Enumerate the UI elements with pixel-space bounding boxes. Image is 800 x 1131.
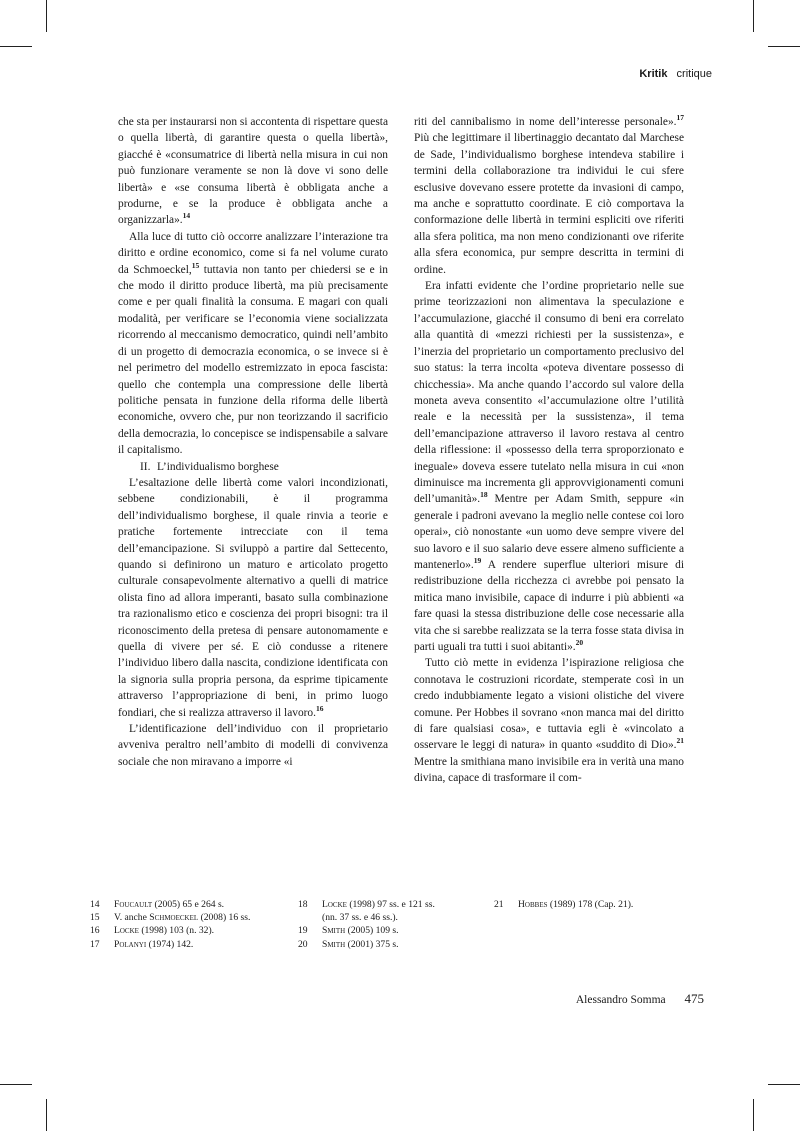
crop-mark xyxy=(768,46,800,47)
paragraph: L’identificazione dell’individuo con il proprietario avveniva peraltro nell’ambito di modelli di convivenza sociale che non miravano a imporre «i xyxy=(118,723,388,768)
left-column xyxy=(118,114,388,770)
crop-mark xyxy=(753,1099,754,1131)
footnote-ref[interactable]: 20 xyxy=(575,638,584,648)
crop-mark xyxy=(46,1099,47,1131)
footnote: 21 Hobbes (1989) 178 (Cap. 21). xyxy=(494,899,634,910)
paragraph: Era infatti evidente che l’ordine proprietario nelle sue prime teorizzazioni non alimentava la speculazione e l’accumulazione, giacché il consumo di beni era correlato alla quantità di «mezzi richiesti per la sussistenza», e l’inerzia del proprietario un comportamento preclusivo del suo status: la terra incolta «poteva diventare possesso di chicchessia». Ma anche quando l’accordo sul valore della moneta aveva consentito «l’accumulazione oltre l’utilità reale e la necessità per la sussistenza», il tema dell’emancipazione attraverso il lavoro restava al centro della riflessione: il «possesso della terra sproporzionato e ineguale» doveva essere tutelato nella misura in cui «non diminuisce ma incrementa gli approvvigionamenti comuni dell’umanità».$^{18}$ Mentre per Adam Smith, seppure «in generale i padroni avevano la meglio nelle contese coi loro operai», ciò nonostante «un uomo deve sempre vivere del suo lavoro e il suo salario deve essere almeno sufficiente a mantenerlo».$^{19}$ A rendere superflue ulteriori misure di redistribuzione della ricchezza ci avrebbe poi pensato la mitica mano invisibile, capace di indurre i più abbienti «a fare quasi la stessa distribuzione delle cose necessarie alla vita che si sarebbe realizzata se la terra fosse stata divisa in parti uguali tra tutti i suoi abitanti».$^{20}$ xyxy=(414,280,684,653)
paragraph: Tutto ciò mette in evidenza l’ispirazione religiosa che connotava le costruzioni ricordate, stemperate così in un credo indubbiamente legato a visioni olistiche del vivere comune. Per Hobbes il sovrano «non manca mai del diritto di fare qualsiasi cosa», e tuttavia egli è «vincolato a osservare le leggi di natura» in quanto «suddito di Dio».$^{21}$ Mentre la smithiana mano invisibile era in verità una mano divina, capace di trasformare il com- xyxy=(414,657,684,785)
footnote-column xyxy=(298,898,435,951)
footnote: 19 Smith (2005) 109 s. xyxy=(298,925,399,937)
footnote-column xyxy=(494,898,633,911)
footnote-column xyxy=(90,898,250,951)
footnote: 17 Polanyi (1974) 142. xyxy=(90,938,194,950)
footnote-ref[interactable]: 16 xyxy=(315,703,324,713)
footnote-ref[interactable]: 21 xyxy=(676,736,684,746)
crop-mark xyxy=(753,0,754,32)
page-number: 475 xyxy=(684,991,704,1006)
footnote-ref[interactable]: 15 xyxy=(191,260,200,270)
crop-mark xyxy=(46,0,47,32)
section-heading xyxy=(118,459,388,475)
footnote-continuation: (nn. 37 ss. e 46 ss.). xyxy=(322,912,398,924)
header-section: Kritik xyxy=(639,68,668,80)
footnote: 16 Locke (1998) 103 (n. 32). xyxy=(90,925,215,937)
right-column xyxy=(414,114,684,787)
footnote: 20 Smith (2001) 375 s. xyxy=(298,938,399,950)
paragraph: riti del cannibalismo in nome dell’interesse personale».$^{17}$ Più che legittimare il libertinaggio decantato dal Marchese de Sade, l’individualismo borghese intendeva stabilire i termini della collaborazione tra individui le cui sfere esclusive dovevano essere protette da invasioni di campo, ma anche e soprattutto coordinate. E ciò comportava la conformazione delle libertà in termini espliciti ove riferiti alla sfera politica, ma non meno condizionanti ove riferite alla sfera economica, pur sempre descritta in termini di ordine. xyxy=(414,113,684,276)
header-subsection: critique xyxy=(676,68,712,80)
running-header xyxy=(639,68,712,80)
footer-author: Alessandro Somma xyxy=(575,994,666,1006)
paragraph: L’esaltazione delle libertà come valori incondizionati, sebbene condizionabili, è il programma dell’individualismo borghese, il quale rinvia a teorie e pratiche fortemente intrecciate con il tema dell’emancipazione. Si sviluppò a partire dal Settecento, quando si definirono un maturo e articolato progetto culturale consapevolmente alternativo a quelli di matrice olista fino ad allora imperanti, basato sulla combinazione tra razionalismo etico e coscienza dei propri bisogni: tra il riconoscimento della pretesa di pensare autonomamente e quella di vivere per sé. E ciò condusse a ritenere l’individuo libero dalla nascita, condizione identificata con la signoria sulla propria persona, da esprime tipicamente attraverso l’appropriazione di beni, in primo luogo fondiari, che si realizza attraverso il lavoro.$^{16}$ xyxy=(118,476,388,719)
page-footer xyxy=(576,991,704,1007)
paragraph: Alla luce di tutto ciò occorre analizzare l’interazione tra diritto e ordine economico, come si fa nel volume curato da Schmoeckel,$^{15}$ tuttavia non tanto per chiedersi se e in che modo il diritto produce libertà, ma più precisamente come e per quali finalità la consuma. E magari con quali modalità, per verificare se l’economia viene socializzata ricorrendo al meccanismo democratico, quindi nell’ambito di un progetto di democrazia economica, o se invece si è nel perimetro del modello estremizzato in epoca fascista: quello che contempla una compressione delle libertà politiche pensata in funzione della riforma delle libertà economiche, ovvero che, pur non teorizzando il sacrificio della democrazia, lo concepisce se indispensabile a salvare il capitalismo. xyxy=(118,230,388,457)
crop-mark xyxy=(0,1084,32,1085)
section-title: L’individualismo borghese xyxy=(157,460,279,473)
footnote: 14 Foucault (2005) 65 e 264 s. xyxy=(90,899,225,910)
crop-mark xyxy=(0,46,32,47)
footnote: 15 V. anche Schmoeckel (2008) 16 ss. xyxy=(90,912,251,924)
crop-mark xyxy=(768,1084,800,1085)
section-number: II. xyxy=(140,460,151,473)
footnote: 18 Locke (1998) 97 ss. e 121 ss. xyxy=(298,899,435,910)
footnote-ref[interactable]: 17 xyxy=(676,113,684,123)
footnote-ref[interactable]: 14 xyxy=(182,211,191,221)
paragraph: che sta per instaurarsi non si accontenta di rispettare questa o quella libertà, di garantire questa o quella libertà», giacché è «consumatrice di libertà nella misura in cui non può funzionare veramente se non là dove vi sono delle libertà» e «se consuma libertà è obbligata anche a produrne, e se la produce è obbligata anche a organizzarla».$^{14}$ xyxy=(118,116,388,227)
footnote-ref[interactable]: 18 xyxy=(480,490,488,500)
footnote-ref[interactable]: 19 xyxy=(473,556,482,566)
